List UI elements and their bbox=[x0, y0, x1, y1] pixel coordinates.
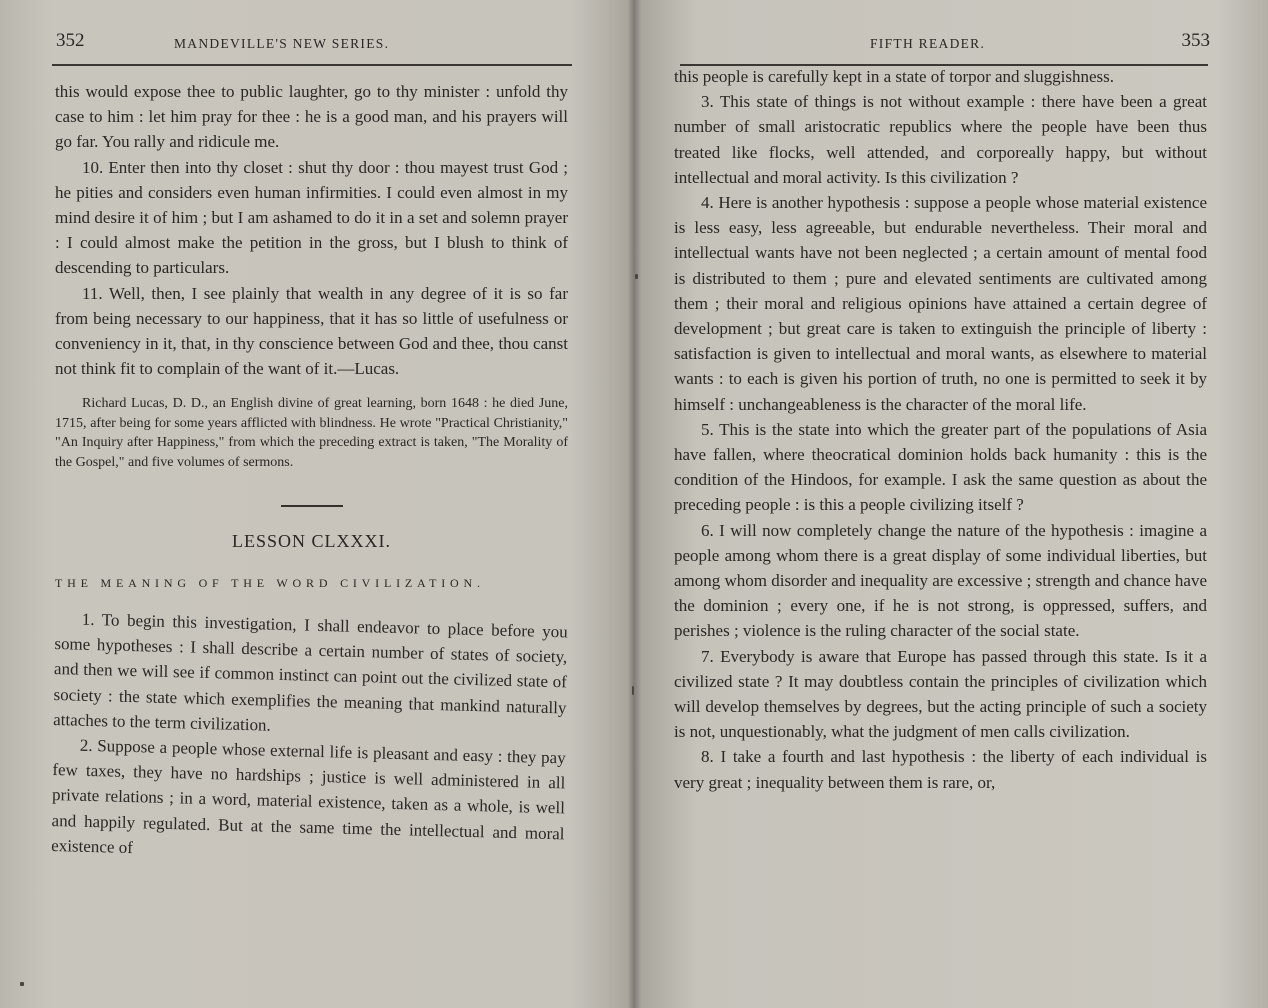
paragraph: 5. This is the state into which the greater part of the populations of Asia have fallen, where theocratical dominion holds back humanity : this is the condition of the Hindoos, for example. I ask the same question as about the preceding people : is this a people civilizing itself ? bbox=[674, 419, 1207, 515]
header-rule bbox=[52, 64, 572, 66]
paragraph: 11. Well, then, I see plainly that wealth in any degree of it is so far from being necessary to our happiness, that it has so little of usefulness or conveniency in it, that, in thy conscience between God and thee, thou canst not think fit to complain of the want of it.—Lucas. bbox=[55, 283, 568, 379]
paragraph: 10. Enter then into thy closet : shut thy door : thou mayest trust God ; he pities and considers even human infirmities. I could even almost in my mind desire it of him ; but I am ashamed to do it in a set and solemn prayer : I could almost make the petition in the gross, but I blush to think of descending to particulars. bbox=[55, 157, 568, 278]
right-page-header bbox=[680, 28, 1208, 68]
left-page bbox=[0, 0, 628, 1008]
paper-blemish bbox=[20, 982, 24, 986]
right-page-text bbox=[674, 64, 1207, 795]
left-page-header bbox=[52, 28, 572, 68]
paragraph: 7. Everybody is aware that Europe has passed through this state. Is it a civilized state ? It may doubtless contain the principles of civilization which will develop themselves by degrees, but the acting principle of such a society is not, unquestionably, what the judgment of men calls civilization. bbox=[674, 646, 1207, 742]
paper-blemish bbox=[635, 274, 638, 279]
biographical-note: Richard Lucas, D. D., an English divine of great learning, born 1648 : he died June, 1715, after being for some years afflicted with blindness. He wrote "Practical Christianity," "An Inquiry after Happiness," from which the preceding extract is taken, "The Morality of the Gospel," and five volumes of sermons. bbox=[55, 396, 568, 470]
right-page bbox=[636, 0, 1268, 1008]
curled-text-block bbox=[51, 606, 568, 871]
left-page-text bbox=[51, 79, 568, 858]
lesson-title: LESSON CLXXXI. bbox=[231, 531, 391, 552]
page-number: 352 bbox=[56, 30, 85, 51]
paragraph: 6. I will now completely change the nature of the hypothesis : imagine a people among whom there is a great display of some individual liberties, but among whom disorder and inequality are excessive ; strength and chance have the dominion ; every one, if he is not strong, is oppressed, suffers, and perishes ; violence is the ruling character of the social state. bbox=[674, 520, 1207, 641]
paper-blemish bbox=[632, 686, 634, 695]
paragraph: this people is carefully kept in a state of torpor and sluggishness. bbox=[674, 67, 1115, 86]
lesson-subtitle: THE MEANING OF THE WORD CIVILIZATION. bbox=[55, 575, 485, 590]
paragraph: 3. This state of things is not without example : there have been a great number of small aristocratic republics where the people have been thus treated like flocks, well attended, and corporeally happy, but without intellectual and moral activity. Is this civilization ? bbox=[674, 92, 1207, 187]
section-divider bbox=[281, 505, 343, 507]
page-number: 353 bbox=[1181, 30, 1210, 51]
paragraph: 2. Suppose a people whose external life is pleasant and easy : they pay few taxes, they have no hardships ; justice is well administered in all private relations ; in a word, material existence, taken as a whole, is well and happily regulated. But at the same time the intellectual and moral existence of bbox=[51, 735, 566, 857]
paragraph: this would expose thee to public laughter, go to thy minister : unfold thy case to him : let him pray for thee : he is a good man, and his prayers will go far. You rally and ridicule me. bbox=[55, 82, 568, 152]
running-head: MANDEVILLE'S NEW SERIES. bbox=[174, 36, 390, 51]
paragraph: 1. To begin this investigation, I shall endeavor to place before you some hypotheses : I shall describe a certain number of states of society, and then we will see if common instinct can point out the civilized state of society : the state which exemplifies the meaning that mankind naturally attaches to the term civilization. bbox=[53, 609, 568, 735]
running-head: FIFTH READER. bbox=[870, 36, 986, 51]
paragraph: 8. I take a fourth and last hypothesis : the liberty of each individual is very great ; inequality between them is rare, or, bbox=[674, 747, 1207, 792]
paragraph: 4. Here is another hypothesis : suppose a people whose material existence is less easy, less agreeable, but endurable nevertheless. Their moral and intellectual wants have not been neglected ; a certain amount of mental food is distributed to them ; pure and elevated sentiments are cultivated among them ; their moral and religious opinions have attained a certain degree of development ; but great care is taken to extinguish the principle of liberty : satisfaction is given to intellectual and moral wants, as elsewhere to material wants : to each is given his portion of truth, no one is permitted to seek it by himself : unchangeableness is the character of the moral life. bbox=[674, 193, 1207, 414]
